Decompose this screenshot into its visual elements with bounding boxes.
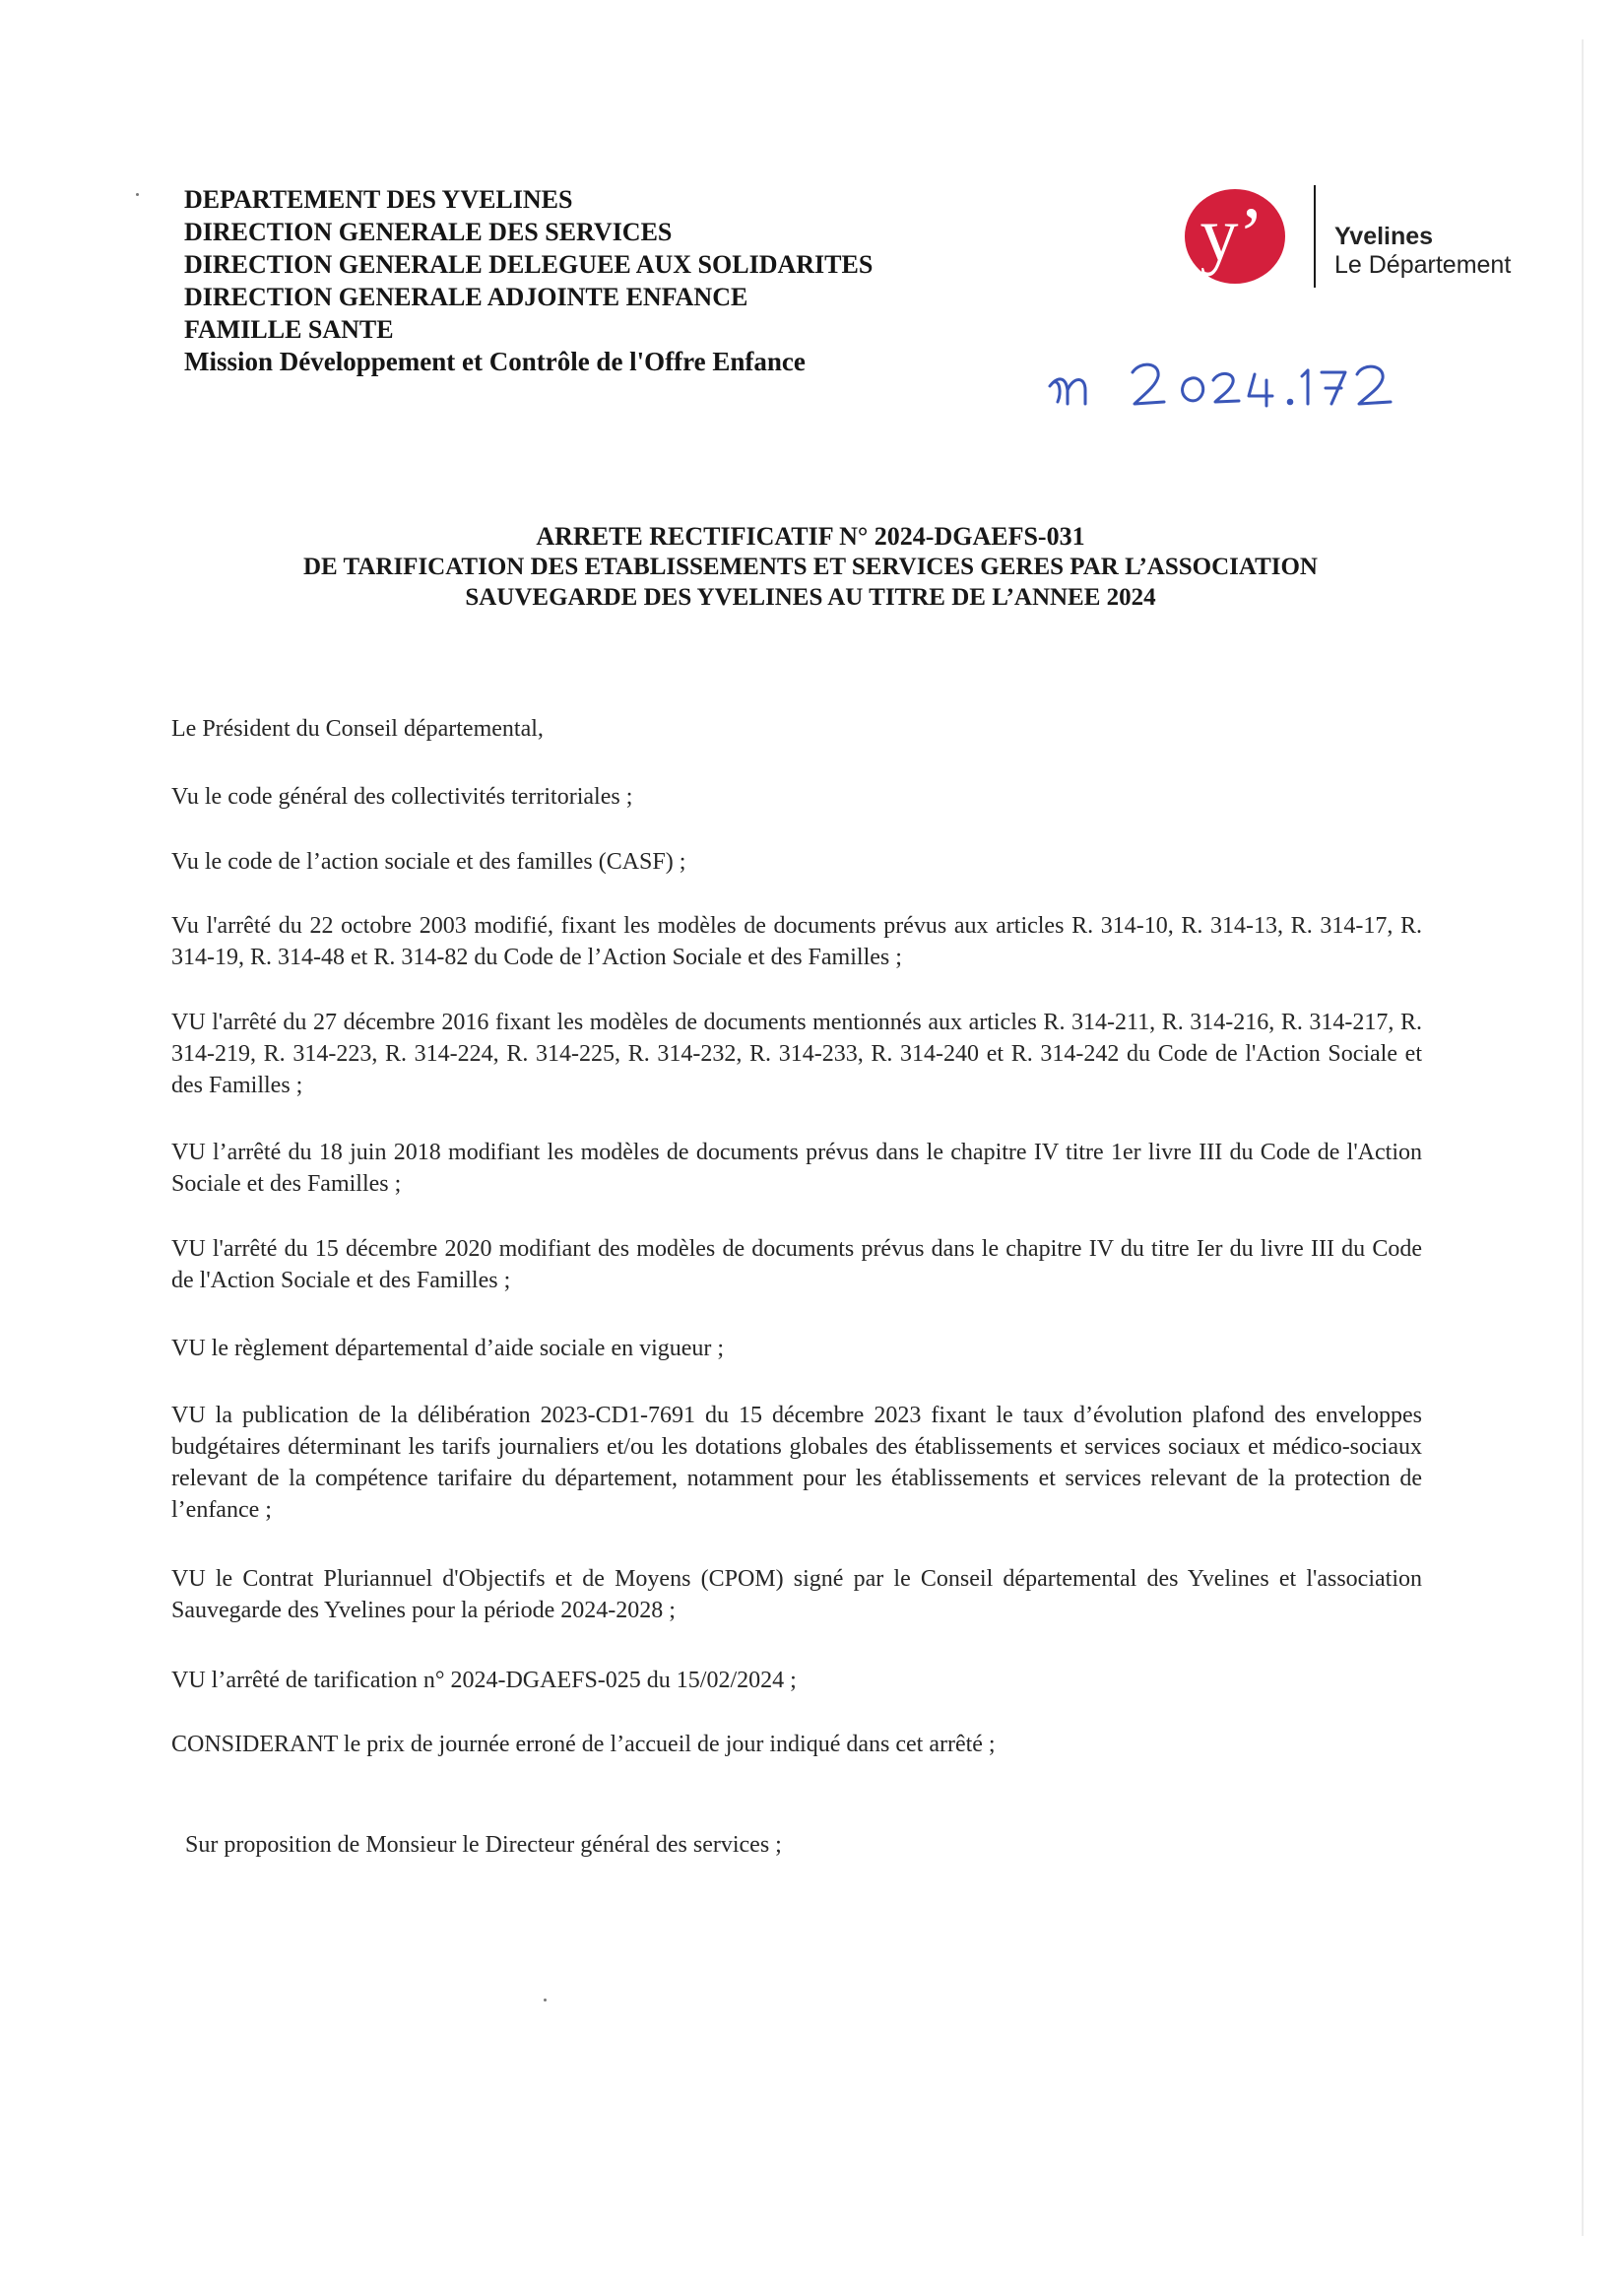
handwritten-reference <box>1044 347 1408 416</box>
header-direction-enfance: DIRECTION GENERALE ADJOINTE ENFANCE <box>184 283 748 311</box>
body-paragraph-arrete-2018: VU l’arrêté du 18 juin 2018 modifiant les modèles de documents prévus dans le chapitre IV titre 1er livre III du Code de l'Action Sociale et des Familles ; <box>171 1140 1422 1197</box>
department-header <box>184 183 1070 378</box>
scan-edge-line <box>1582 39 1584 2236</box>
body-paragraph-president: Le Président du Conseil départemental, <box>171 716 544 742</box>
yvelines-logo <box>1183 181 1537 290</box>
svg-text:y’: y’ <box>1200 191 1264 277</box>
body-paragraph-proposition: Sur proposition de Monsieur le Directeur général des services ; <box>185 1832 782 1858</box>
logo-name: Yvelines <box>1334 223 1434 250</box>
scan-speck <box>136 193 139 196</box>
header-direction-services: DIRECTION GENERALE DES SERVICES <box>184 218 673 246</box>
body-paragraph-deliberation: VU la publication de la délibération 2023-CD1-7691 du 15 décembre 2023 fixant le taux d’évolution plafond des enveloppes budgétaires déterminant les tarifs journaliers et/ou les dotations globales des établissements et services sociaux et médico-sociaux relevant de la compétence tarifaire du département, notamment pour les établissements et services relevant de la protection de l’enfance ; <box>171 1403 1422 1523</box>
body-paragraph-arrete-2016: VU l'arrêté du 27 décembre 2016 fixant les modèles de documents mentionnés aux articles R. 314-211, R. 314-216, R. 314-217, R. 314-219, R. 314-223, R. 314-224, R. 314-225, R. 314-232, R. 314-233, R. 314-240 et R. 314-242 du Code de l'Action Sociale et des Familles ; <box>171 1010 1422 1098</box>
logo-subtitle: Le Département <box>1334 251 1512 279</box>
body-paragraph-cpom: VU le Contrat Pluriannuel d'Objectifs et de Moyens (CPOM) signé par le Conseil départemental des Yvelines et l'association Sauvegarde des Yvelines pour la période 2024-2028 ; <box>171 1566 1422 1623</box>
header-mission: Mission Développement et Contrôle de l'Offre Enfance <box>184 347 806 376</box>
decree-title-number: ARRETE RECTIFICATIF N° 2024-DGAEFS-031 <box>536 522 1085 551</box>
decree-title-line-2: DE TARIFICATION DES ETABLISSEMENTS ET SERVICES GERES PAR L’ASSOCIATION <box>303 554 1318 580</box>
body-paragraph-arrete-tarification: VU l’arrêté de tarification n° 2024-DGAEFS-025 du 15/02/2024 ; <box>171 1668 797 1693</box>
header-department: DEPARTEMENT DES YVELINES <box>184 185 573 214</box>
yvelines-logo-icon <box>1183 187 1291 286</box>
decree-title-line-3: SAUVEGARDE DES YVELINES AU TITRE DE L’ANNEE 2024 <box>465 584 1156 611</box>
scan-speck <box>544 1999 547 2001</box>
body-paragraph-vu-cgct: Vu le code général des collectivités territoriales ; <box>171 784 633 810</box>
decree-title <box>148 521 1473 613</box>
body-paragraph-considerant: CONSIDERANT le prix de journée erroné de l’accueil de jour indiqué dans cet arrêté ; <box>171 1732 996 1757</box>
header-direction-solidarites: DIRECTION GENERALE DELEGUEE AUX SOLIDARITES <box>184 250 874 279</box>
logo-divider <box>1314 185 1316 288</box>
body-paragraph-reglement: VU le règlement départemental d’aide sociale en vigueur ; <box>171 1336 725 1361</box>
body-paragraph-arrete-2020: VU l'arrêté du 15 décembre 2020 modifiant des modèles de documents prévus dans le chapitre IV du titre Ier du livre III du Code de l'Action Sociale et des Familles ; <box>171 1236 1422 1293</box>
header-famille-sante: FAMILLE SANTE <box>184 315 394 344</box>
svg-text:m 2024.172: m 2024.172 <box>1044 347 1049 348</box>
body-paragraph-vu-casf: Vu le code de l’action sociale et des familles (CASF) ; <box>171 849 686 875</box>
body-paragraph-arrete-2003: Vu l'arrêté du 22 octobre 2003 modifié, fixant les modèles de documents prévus aux articles R. 314-10, R. 314-13, R. 314-17, R. 314-19, R. 314-48 et R. 314-82 du Code de l’Action Sociale et des Familles ; <box>171 913 1422 970</box>
